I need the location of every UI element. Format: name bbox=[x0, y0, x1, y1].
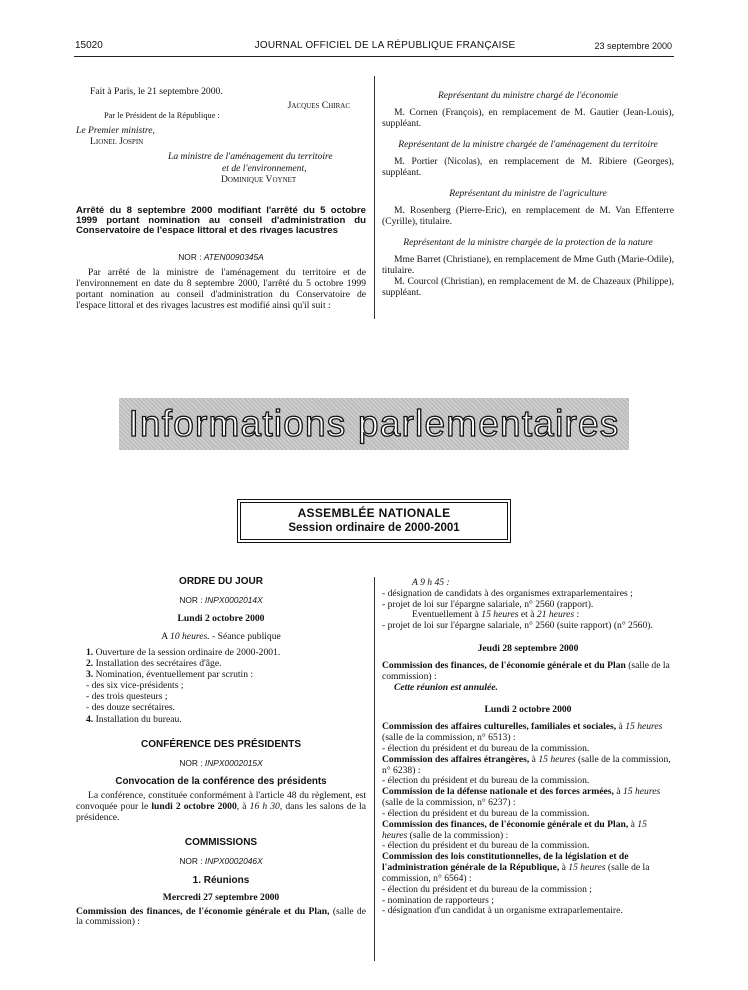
par-le-president: Par le Président de la République : bbox=[104, 111, 220, 121]
arrete-title: Arrêté du 8 septembre 2000 modifiant l'arrêté du 5 octobre 1999 portant nomination au conseil d'administration du Conservatoire de l'espace littoral et des rivages lacustres bbox=[76, 205, 366, 237]
item-number: 1. bbox=[86, 646, 94, 658]
time: 15 heures bbox=[622, 786, 661, 798]
item-text: Nomination, éventuellement par scrutin : bbox=[95, 669, 254, 681]
time-value: 10 heures. bbox=[170, 631, 210, 643]
rep-heading: Représentant de la ministre chargée de l'aménagement du territoire bbox=[398, 139, 658, 151]
nor-code: INPX0002046X bbox=[204, 856, 263, 867]
column-divider bbox=[374, 577, 375, 961]
commission-name: Commission des finances, de l'économie générale et du Plan, bbox=[76, 905, 330, 917]
left-column-bottom bbox=[76, 576, 366, 928]
nor-line bbox=[76, 758, 366, 768]
item-number: 3. bbox=[86, 669, 94, 681]
text: (salle de la commission) : bbox=[76, 905, 366, 928]
list-item: - des six vice-présidents ; bbox=[86, 680, 366, 691]
ordre-time bbox=[76, 631, 366, 643]
rep-text: M. Cornen (François), en remplacement de M. Gautier (Jean-Louis), suppléant. bbox=[382, 107, 674, 130]
nor-label: NOR : bbox=[179, 757, 203, 768]
conference-body bbox=[76, 790, 366, 823]
text: La conférence, constituée conformément à l'article 48 du règlement, est convoquée pour le bbox=[76, 790, 366, 813]
item-text: Installation du bureau. bbox=[95, 713, 182, 725]
list-item: - projet de loi sur l'épargne salariale, n° 2560 (suite rapport) (n° 2560). bbox=[382, 621, 674, 632]
rep-heading: Représentant du ministre de l'agriculture bbox=[449, 188, 607, 200]
commission-name: Commission des affaires étrangères, bbox=[382, 753, 530, 765]
text: à bbox=[529, 753, 539, 765]
text: : bbox=[574, 609, 580, 621]
item-number: 4. bbox=[86, 713, 94, 725]
list-item: - élection du président et du bureau de la commission. bbox=[382, 744, 674, 755]
commission-entry bbox=[382, 820, 674, 842]
item-number: 2. bbox=[86, 657, 94, 669]
nor-code: ATEN0090345A bbox=[203, 252, 264, 262]
commission-entry bbox=[76, 907, 366, 928]
jeudi-date: Jeudi 28 septembre 2000 bbox=[477, 643, 579, 655]
rep-text: Mme Barret (Christiane), en remplacement de Mme Guth (Marie-Odile), titulaire. bbox=[382, 254, 674, 277]
commissions-sub: 1. Réunions bbox=[192, 874, 250, 886]
commission-name: Commission des affaires culturelles, familiales et sociales, bbox=[382, 721, 617, 733]
text: (salle de la commission) : bbox=[382, 659, 670, 682]
commissions-date: Mercredi 27 septembre 2000 bbox=[162, 891, 280, 903]
right-column-bottom bbox=[382, 578, 674, 917]
nor-label: NOR : bbox=[178, 252, 202, 262]
ordre-date: Lundi 2 octobre 2000 bbox=[177, 613, 265, 625]
time: 15 heures bbox=[568, 862, 606, 874]
conference-subheading: Convocation de la conférence des présidents bbox=[115, 776, 327, 788]
text: (salle de la commission, n° 6564) : bbox=[382, 862, 650, 884]
commission-entry bbox=[382, 787, 674, 809]
journal-title: JOURNAL OFFICIEL DE LA RÉPUBLIQUE FRANÇAISE bbox=[254, 40, 516, 51]
nor-code: INPX0002015X bbox=[204, 757, 263, 768]
assembly-session: Session ordinaire de 2000-2001 bbox=[288, 521, 460, 534]
ordre-items bbox=[76, 647, 366, 725]
lundi-date: Lundi 2 octobre 2000 bbox=[484, 704, 572, 716]
time-suffix: - Séance publique bbox=[209, 631, 281, 643]
banner-title: Informations parlementaires bbox=[128, 403, 620, 445]
item-text: Installation des secrétaires d'âge. bbox=[95, 657, 222, 669]
ministre-title-2: et de l'environnement, bbox=[222, 162, 307, 174]
list-item bbox=[86, 658, 366, 669]
text: (salle de la commission, n° 6238) : bbox=[382, 753, 671, 776]
ministre-title-1: La ministre de l'aménagement du territoire bbox=[168, 151, 333, 163]
list-item: - projet de loi sur l'épargne salariale, n° 2560 (rapport). bbox=[382, 600, 674, 611]
nor-label: NOR : bbox=[179, 595, 203, 606]
text: à bbox=[613, 786, 623, 798]
list-item: - désignation d'un candidat à un organisme extraparlementaire. bbox=[382, 906, 674, 917]
header-date: 23 septembre 2000 bbox=[594, 41, 672, 51]
text: à bbox=[559, 862, 569, 874]
text: (salle de la commission) : bbox=[407, 829, 509, 841]
column-divider bbox=[374, 76, 375, 319]
list-item bbox=[86, 669, 366, 680]
text: et à bbox=[518, 609, 535, 621]
item-text: Ouverture de la session ordinaire de 2000-2001. bbox=[95, 646, 281, 658]
fait-a: Fait à Paris, le 21 septembre 2000. bbox=[90, 86, 223, 97]
text: à bbox=[628, 818, 638, 830]
text: , à bbox=[236, 801, 247, 813]
section-banner bbox=[119, 398, 629, 450]
time: 15 heures bbox=[625, 721, 663, 733]
text: (salle de la commission, n° 6237) : bbox=[382, 797, 516, 809]
time: 21 heures bbox=[536, 609, 575, 621]
list bbox=[382, 621, 674, 632]
annulee: Cette réunion est annulée. bbox=[394, 681, 498, 693]
list bbox=[382, 885, 674, 917]
header-rule bbox=[74, 56, 674, 57]
list-item: - des douze secrétaires. bbox=[86, 702, 366, 713]
time: 15 heures bbox=[538, 753, 576, 765]
list-item: - élection du président et du bureau de la commission ; bbox=[382, 885, 674, 896]
nor-line bbox=[76, 252, 366, 262]
nor-line bbox=[76, 595, 366, 605]
date: lundi 2 octobre 2000 bbox=[151, 801, 237, 813]
nor-label: NOR : bbox=[179, 856, 203, 867]
conference-heading: CONFÉRENCE DES PRÉSIDENTS bbox=[140, 738, 302, 750]
assembly-box bbox=[240, 502, 508, 540]
rep-heading: Représentant du ministre chargé de l'économie bbox=[437, 90, 619, 101]
assembly-title: ASSEMBLÉE NATIONALE bbox=[297, 506, 451, 520]
commissions-heading: COMMISSIONS bbox=[184, 837, 258, 849]
text: à bbox=[616, 721, 626, 733]
commission-entry bbox=[382, 852, 674, 884]
commission-entry bbox=[382, 661, 674, 683]
list-item: - élection du président et du bureau de la commission. bbox=[382, 841, 674, 852]
premier-ministre-title: Le Premier ministre, bbox=[76, 124, 155, 136]
premier-ministre-name: Lionel Jospin bbox=[90, 136, 144, 148]
rep-text: M. Rosenberg (Pierre-Eric), en remplacement de M. Van Effenterre (Cyrille), titulaire. bbox=[382, 205, 674, 228]
commission-name: Commission des lois constitutionnelles, de la législation et de l'administration générale de la République, bbox=[382, 851, 629, 874]
rep-heading: Représentant de la ministre chargée de la protection de la nature bbox=[403, 237, 653, 249]
commission-name: Commission des finances, de l'économie générale et du Plan bbox=[382, 659, 626, 671]
page-number: 15020 bbox=[75, 40, 103, 51]
list-item: - élection du président et du bureau de la commission. bbox=[382, 809, 674, 820]
representants bbox=[382, 90, 674, 298]
ordre-heading: ORDRE DU JOUR bbox=[179, 576, 263, 587]
president-name: Jacques Chirac bbox=[287, 99, 350, 111]
time: 16 h 30 bbox=[249, 801, 280, 813]
list-item bbox=[86, 714, 366, 725]
nor-code: INPX0002014X bbox=[204, 595, 263, 606]
text: Eventuellement à bbox=[412, 609, 479, 621]
list-item: - nomination de rapporteurs ; bbox=[382, 896, 674, 907]
list bbox=[382, 589, 674, 611]
time-a9h45: A 9 h 45 : bbox=[412, 577, 450, 588]
time-prefix: A bbox=[161, 631, 168, 643]
list-item bbox=[86, 647, 366, 658]
list-item: - désignation de candidats à des organismes extraparlementaires ; bbox=[382, 589, 674, 600]
commission-entry bbox=[382, 755, 674, 777]
commission-entry bbox=[382, 722, 674, 744]
time: 15 heures bbox=[481, 609, 519, 621]
text: (salle de la commission, n° 6513) : bbox=[382, 732, 516, 744]
signature-block bbox=[76, 86, 366, 186]
text: , dans les salons de la présidence. bbox=[76, 801, 366, 824]
list-item: - élection du président et du bureau de la commission. bbox=[382, 776, 674, 787]
commission-name: Commission de la défense nationale et des forces armées, bbox=[382, 786, 614, 798]
time: 15 heures bbox=[382, 818, 647, 841]
nor-line bbox=[76, 856, 366, 866]
rep-text: M. Portier (Nicolas), en remplacement de M. Ribiere (Georges), suppléant. bbox=[382, 156, 674, 179]
arrete-body: Par arrêté de la ministre de l'aménagement du territoire et de l'environnement en date du 8 septembre 2000, l'arrêté du 5 octobre 1999 portant nomination au conseil d'administration du Conservatoire de l'espace littoral et des rivages lacustres est modifié ainsi qu'il suit : bbox=[76, 267, 366, 311]
list-item: - des trois questeurs ; bbox=[86, 691, 366, 702]
ministre-name: Dominique Voynet bbox=[221, 174, 297, 186]
sub-list bbox=[86, 680, 366, 713]
rep-text: M. Courcol (Christian), en remplacement de M. de Chazeaux (Philippe), suppléant. bbox=[382, 276, 674, 299]
commission-name: Commission des finances, de l'économie générale et du Plan, bbox=[382, 818, 629, 830]
